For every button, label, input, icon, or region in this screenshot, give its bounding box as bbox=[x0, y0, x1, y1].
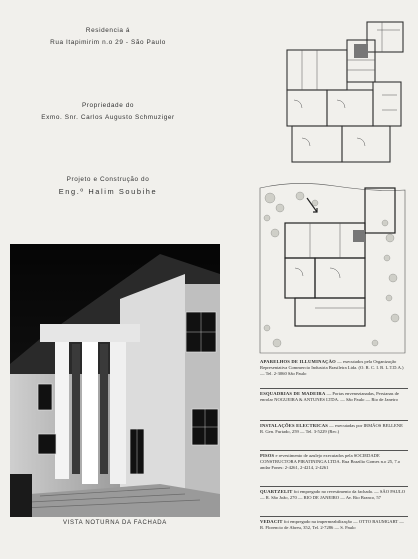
owner-label: Propriedade do bbox=[81, 102, 135, 109]
ground-floor-plan bbox=[255, 178, 410, 358]
credit-item bbox=[260, 391, 408, 403]
credit-item bbox=[260, 453, 408, 470]
photo-caption: VISTA NOTURNA DA FACHADA bbox=[62, 520, 168, 526]
owner-name: Exmo. Snr. Carlos Augusto Schmuziger bbox=[41, 114, 175, 121]
credit-title: QUARTZELIT bbox=[260, 489, 293, 494]
credit-item bbox=[260, 359, 408, 376]
credit-body: — Portas envenezianadas, Persianas de enrolar NOGUEIRA & ANTUNES LTDA. — São Paulo — Rio de Janeiro bbox=[260, 391, 399, 402]
credit-body: — executadas por IRMÃOS BELLENE R. Gen. Furtado, 259 — Tel. 3-5229 (Rec.) bbox=[260, 423, 403, 434]
design-label: Projeto e Construção do bbox=[66, 176, 150, 183]
credit-item bbox=[260, 489, 408, 501]
upper-floor-plan bbox=[282, 20, 407, 170]
facade-night-photo bbox=[10, 244, 220, 517]
credit-item bbox=[260, 423, 408, 435]
credit-title: ESQUADRIAS DE MADEIRA bbox=[260, 391, 326, 396]
credit-item bbox=[260, 519, 408, 531]
credit-body: — executados pela Organização Representativa Commercio Industria Brasileira Ltda. (O. R. C. I. B. L.T.D.A.) — Tel. 2-3060 São Paulo bbox=[260, 359, 404, 376]
residence-label: Residencia á bbox=[85, 27, 131, 34]
credit-title: APARELHOS DE ILLUMINAÇÃO bbox=[260, 359, 336, 364]
address-line: Rua Itapimirim n.o 29 - São Paulo bbox=[50, 39, 166, 46]
divider bbox=[260, 486, 408, 487]
credit-title: PISOS bbox=[260, 453, 275, 458]
divider bbox=[260, 420, 408, 421]
credit-body: foi empregado na impermeabilização — OTTO BAUMGART — R. Florencio de Abreu, 352, Tel. 2-7286 — S. Paulo bbox=[260, 519, 404, 530]
credit-title: VEDACIT bbox=[260, 519, 283, 524]
divider bbox=[260, 388, 408, 389]
divider bbox=[260, 450, 408, 451]
engineer-name: Eng.º Halim Soubihe bbox=[58, 187, 158, 196]
credit-title: INSTALAÇÕES ELECTRICAS bbox=[260, 423, 329, 428]
credits-list bbox=[260, 359, 408, 547]
credit-body: foi empregado no revestimento da fachada. — SÃO PAULO — R. São João, 270 — RIO DE JANEIRO — Av. Rio Branco, 57 bbox=[260, 489, 406, 500]
divider bbox=[260, 516, 408, 517]
credit-body: e revestimento de azulejo executados pela SOCIEDADE CONSTRUCTORA PIRATININGA LTDA. Rua Brazilio Gomes n.o 25, 7.o andar Fones: 2-4261, 2-4214, 2-4261 bbox=[260, 453, 401, 470]
